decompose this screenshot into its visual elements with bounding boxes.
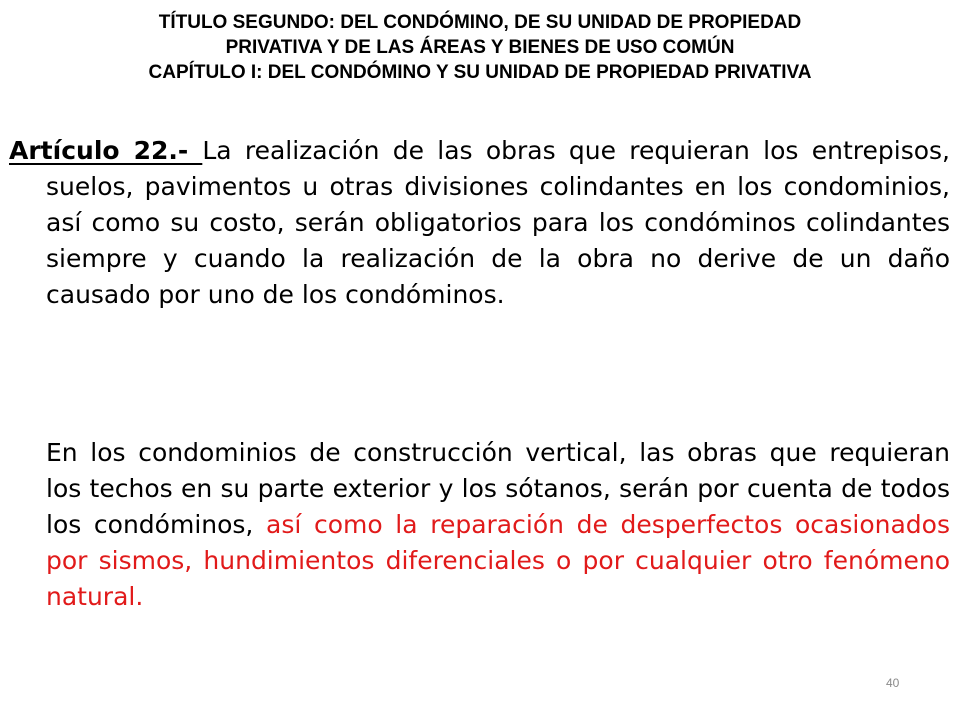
header-chapter-line: CAPÍTULO I: DEL CONDÓMINO Y SU UNIDAD DE PROPIEDAD PRIVATIVA (148, 62, 812, 83)
article-paragraph-1-text: La realización de las obras que requieran los entrepisos, suelos, pavimentos u otras divisiones colindantes en los condominios, así como su costo, serán obligatorios para los condóminos colindantes siempre y cuando la realización de la obra no derive de un daño causado por uno de los condóminos. (46, 136, 950, 309)
header-title-line-2: PRIVATIVA Y DE LAS ÁREAS Y BIENES DE USO COMÚN (225, 37, 735, 58)
slide-header (0, 10, 960, 85)
article-paragraph-2 (46, 435, 950, 615)
article-label: Artículo 22.- (9, 136, 203, 165)
article-paragraph-2-highlight: así como la reparación de desperfectos ocasionados por sismos, hundimientos diferenciales o por cualquier otro fenómeno natural. (46, 510, 950, 611)
page-number: 40 (886, 676, 900, 690)
article-paragraph-1 (9, 133, 950, 313)
article-paragraph-2-text: En los condominios de construcción vertical, las obras que requieran los techos en su parte exterior y los sótanos, serán por cuenta de todos los condóminos, (46, 438, 950, 539)
header-title-line-1: TÍTULO SEGUNDO: DEL CONDÓMINO, DE SU UNIDAD DE PROPIEDAD (158, 12, 802, 33)
